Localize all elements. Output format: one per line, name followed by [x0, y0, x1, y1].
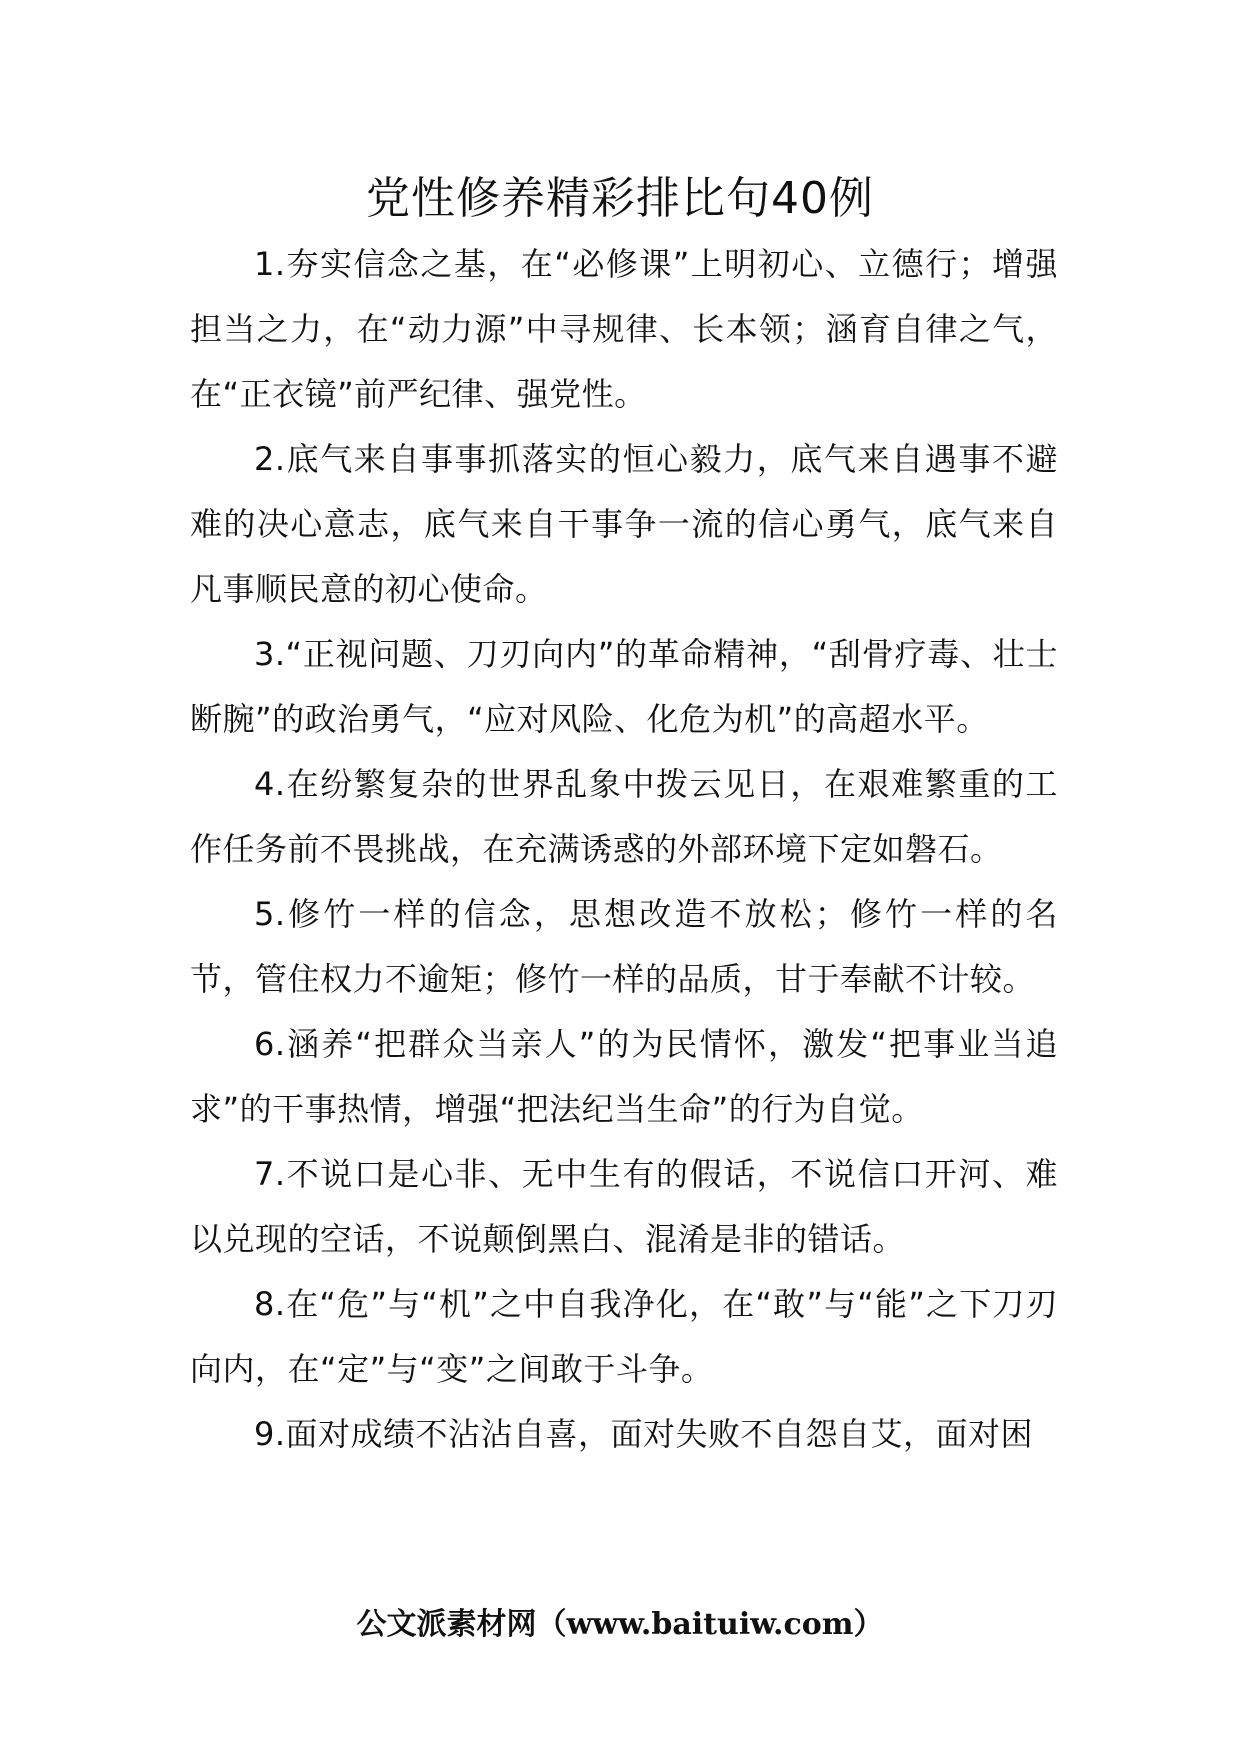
- paragraph-7: 7.不说口是心非、无中生有的假话，不说信口开河、难以兑现的空话，不说颠倒黑白、混淆是非的错话。: [190, 1155, 1058, 1258]
- paragraph-9: 9.面对成绩不沾沾自喜，面对失败不自怨自艾，面对困: [254, 1415, 1034, 1453]
- paragraph-1: 1.夯实信念之基，在“必修课”上明初心、立德行；增强担当之力，在“动力源”中寻规律、长本领；涵育自律之气，在“正衣镜”前严纪律、强党性。: [190, 245, 1058, 413]
- paragraph-4: 4.在纷繁复杂的世界乱象中拨云见日，在艰难繁重的工作任务前不畏挑战，在充满诱惑的外部环境下定如磐石。: [190, 765, 1058, 868]
- document-title: 党性修养精彩排比句40例: [366, 173, 874, 224]
- footer-watermark: 公文派素材网（www.baituiw.com）: [356, 1607, 884, 1642]
- paragraph-2: 2.底气来自事事抓落实的恒心毅力，底气来自遇事不避难的决心意志，底气来自干事争一流的信心勇气，底气来自凡事顺民意的初心使命。: [190, 440, 1058, 608]
- paragraph-8: 8.在“危”与“机”之中自我净化，在“敢”与“能”之下刀刃向内，在“定”与“变”之间敢于斗争。: [190, 1285, 1058, 1388]
- paragraph-3: 3.“正视问题、刀刃向内”的革命精神，“刮骨疗毒、壮士断腕”的政治勇气，“应对风险、化危为机”的高超水平。: [190, 635, 1058, 738]
- document-body: [190, 232, 1058, 1467]
- paragraph-5: 5.修竹一样的信念，思想改造不放松；修竹一样的名节，管住权力不逾矩；修竹一样的品质，甘于奉献不计较。: [190, 895, 1058, 998]
- paragraph-6: 6.涵养“把群众当亲人”的为民情怀，激发“把事业当追求”的干事热情，增强“把法纪当生命”的行为自觉。: [190, 1025, 1058, 1128]
